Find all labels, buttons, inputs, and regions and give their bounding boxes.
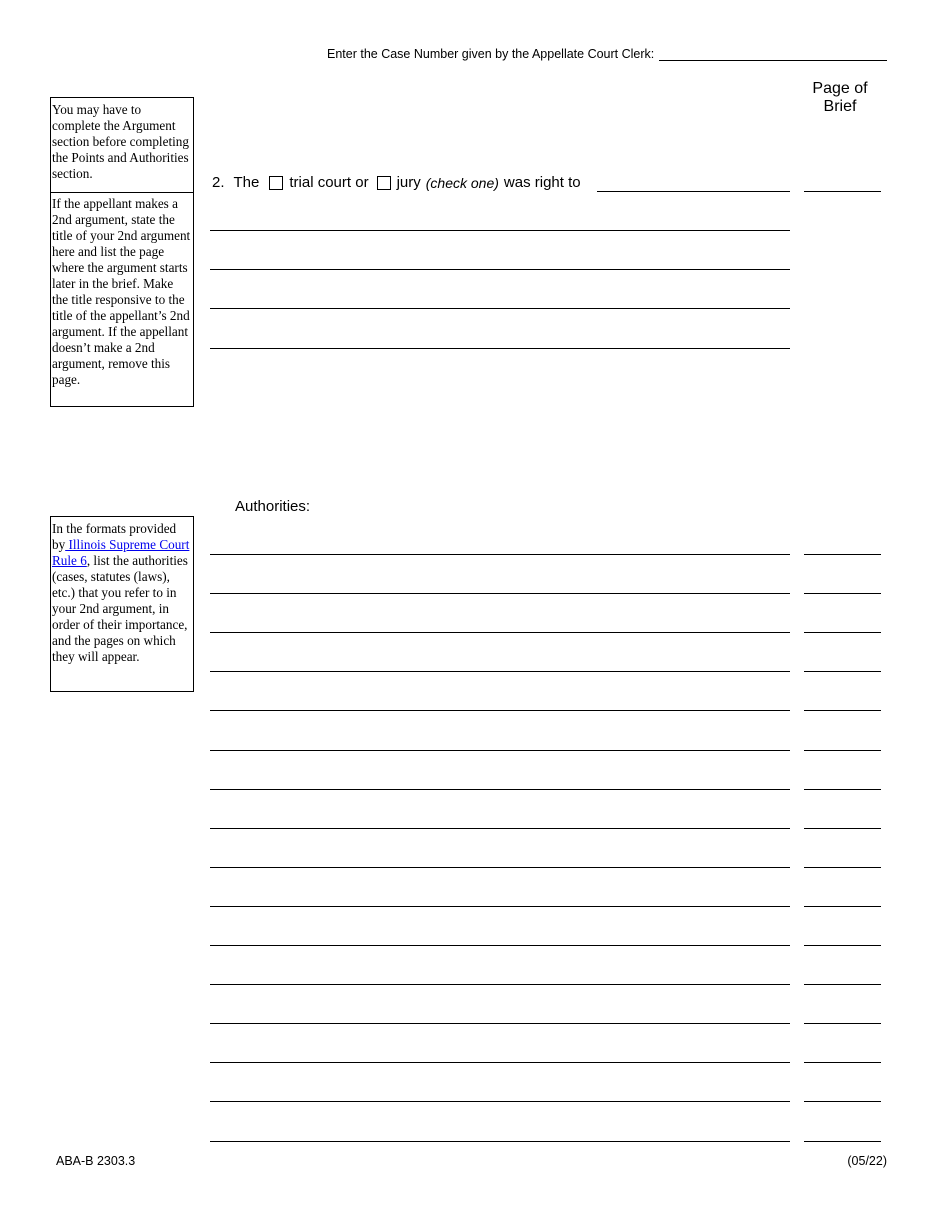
- argument-title-line-1[interactable]: [597, 191, 790, 192]
- authority-line[interactable]: [210, 1062, 790, 1063]
- jury-label: jury: [396, 174, 421, 191]
- argument-2-heading: [212, 174, 581, 191]
- authority-page-field[interactable]: [804, 710, 881, 711]
- illinois-supreme-court-rule-6-link[interactable]: Illinois Supreme Court Rule 6: [52, 537, 190, 568]
- authority-page-field[interactable]: [804, 1101, 881, 1102]
- argument-title-line-2[interactable]: [210, 230, 790, 231]
- authority-line[interactable]: [210, 867, 790, 868]
- argument-title-line-5[interactable]: [210, 348, 790, 349]
- instruction-note-authorities: [50, 516, 194, 692]
- authority-page-field[interactable]: [804, 1141, 881, 1142]
- argument-title-line-4[interactable]: [210, 308, 790, 309]
- authority-page-field[interactable]: [804, 789, 881, 790]
- page-of-brief-line1: Page of: [812, 80, 868, 97]
- authority-line[interactable]: [210, 1101, 790, 1102]
- argument-the: The: [233, 174, 260, 191]
- argument-title-line-3[interactable]: [210, 269, 790, 270]
- authority-page-field[interactable]: [804, 1023, 881, 1024]
- authority-page-field[interactable]: [804, 750, 881, 751]
- authority-page-field[interactable]: [804, 671, 881, 672]
- authority-line[interactable]: [210, 671, 790, 672]
- authority-line[interactable]: [210, 632, 790, 633]
- authority-page-field[interactable]: [804, 828, 881, 829]
- authority-line[interactable]: [210, 1023, 790, 1024]
- authority-line[interactable]: [210, 1141, 790, 1142]
- authority-page-field[interactable]: [804, 554, 881, 555]
- case-number-label: Enter the Case Number given by the Appellate Court Clerk:: [327, 47, 655, 61]
- authority-page-field[interactable]: [804, 867, 881, 868]
- instruction-note-prefix: In the formats provided by: [52, 521, 177, 552]
- instruction-note-suffix: , list the authorities (cases, statutes (laws), etc.) that you refer to in your 2nd argument, in order of their importance, and the pages on which they will appear.: [52, 553, 188, 664]
- authority-line[interactable]: [210, 593, 790, 594]
- authority-line[interactable]: [210, 945, 790, 946]
- page-of-brief-line2: Brief: [823, 98, 857, 115]
- authority-page-field[interactable]: [804, 945, 881, 946]
- argument-page-field[interactable]: [804, 191, 881, 192]
- authority-line[interactable]: [210, 828, 790, 829]
- form-id: ABA-B 2303.3: [56, 1154, 136, 1168]
- authority-page-field[interactable]: [804, 906, 881, 907]
- argument-number: 2.: [212, 174, 225, 191]
- trial-court-label: trial court or: [289, 174, 369, 191]
- instruction-note-second-argument: [50, 192, 194, 407]
- authority-page-field[interactable]: [804, 632, 881, 633]
- authority-line[interactable]: [210, 710, 790, 711]
- authority-line[interactable]: [210, 789, 790, 790]
- authority-page-field[interactable]: [804, 984, 881, 985]
- authorities-label: Authorities:: [235, 498, 311, 515]
- authority-line[interactable]: [210, 750, 790, 751]
- instruction-note-complete-argument: [50, 97, 194, 193]
- form-revision: (05/22): [847, 1154, 887, 1168]
- jury-checkbox[interactable]: [377, 176, 391, 190]
- authority-line[interactable]: [210, 984, 790, 985]
- trial-court-checkbox[interactable]: [269, 176, 283, 190]
- check-one-hint: (check one): [425, 174, 499, 191]
- instruction-note-text: If the appellant makes a 2nd argument, state the title of your 2nd argument here and list the page where the argument starts later in the brief. Make the title responsive to the title of the appellant’s 2nd argument. If the appellant doesn’t make a 2nd argument, remove this page.: [52, 196, 191, 387]
- authority-line[interactable]: [210, 554, 790, 555]
- authority-line[interactable]: [210, 906, 790, 907]
- authority-page-field[interactable]: [804, 1062, 881, 1063]
- instruction-note-text: You may have to complete the Argument section before completing the Points and Authorities section.: [52, 102, 189, 181]
- page-of-brief-header: [800, 80, 880, 116]
- case-number-field[interactable]: [659, 60, 887, 61]
- was-right-to-label: was right to: [503, 174, 581, 191]
- authority-page-field[interactable]: [804, 593, 881, 594]
